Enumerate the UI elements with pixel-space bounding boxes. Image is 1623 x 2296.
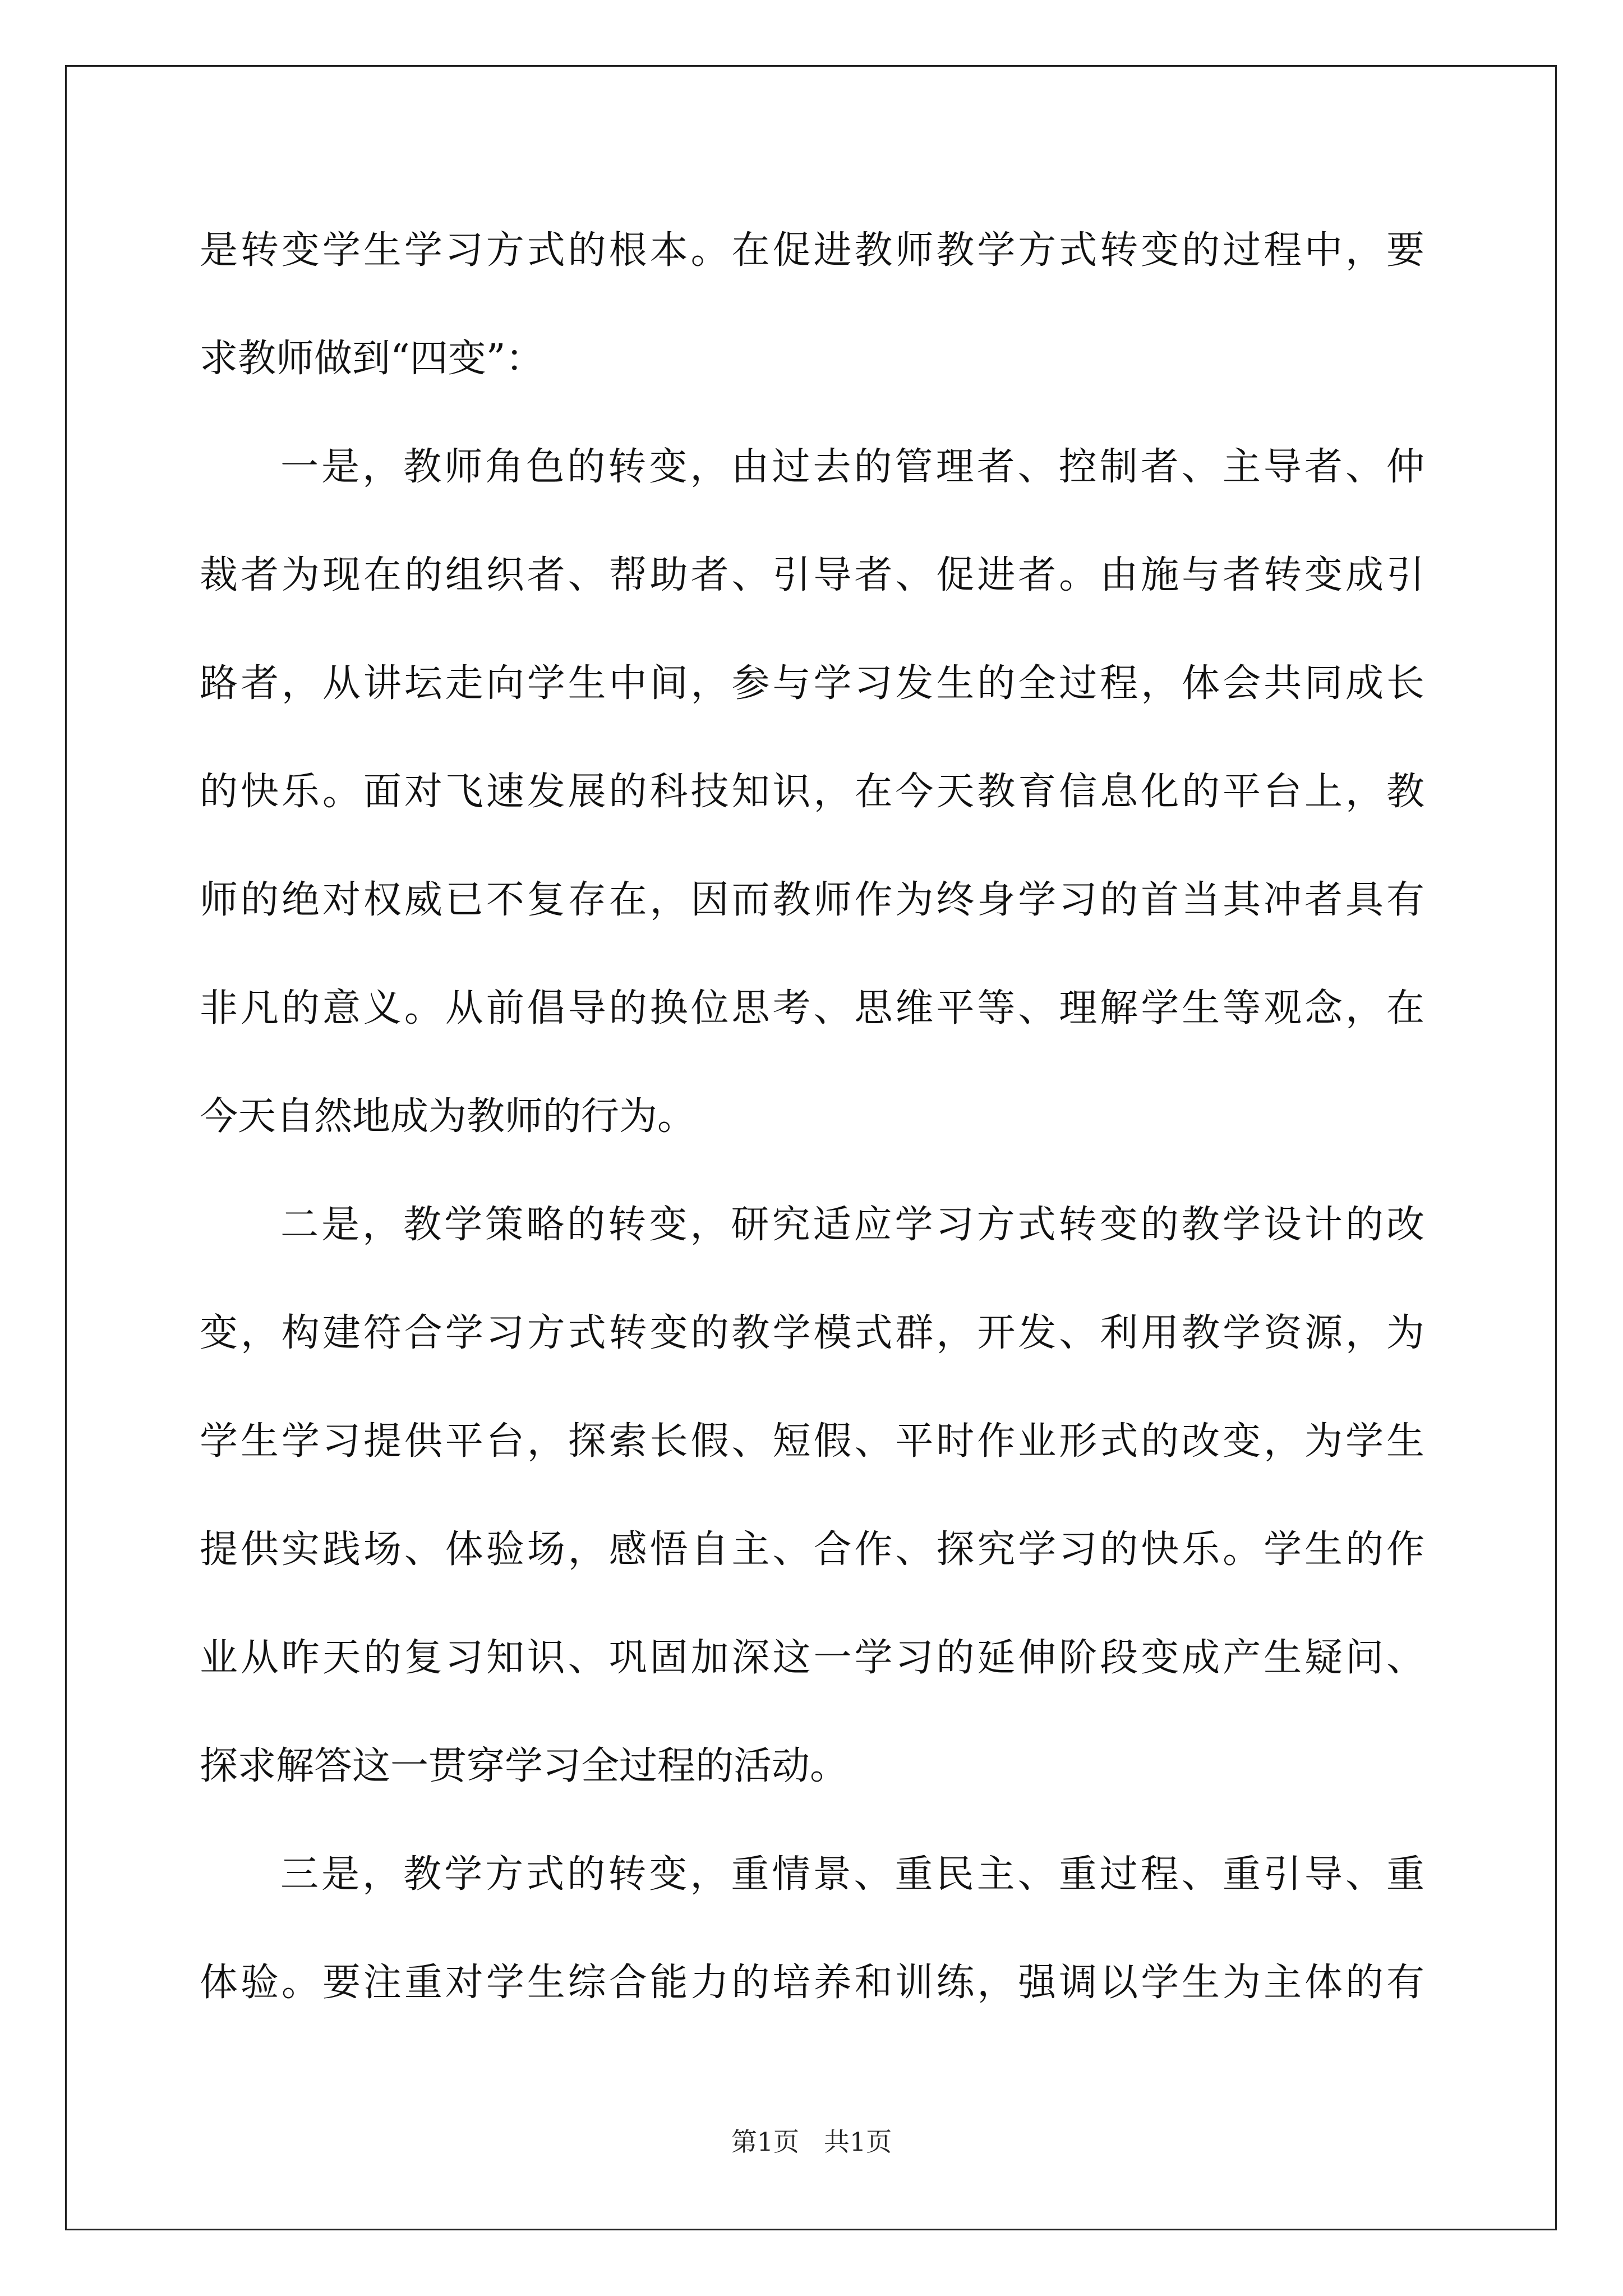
text-line: 裁者为现在的组织者、帮助者、引导者、促进者。由施与者转变成引 [200,553,1424,597]
footer-spacer [799,2127,824,2157]
page-total: 共1页 [823,2127,892,2157]
text-line: 变，构建符合学习方式转变的教学模式群，开发、利用教学资源，为 [200,1311,1424,1355]
text-line: 体验。要注重对学生综合能力的培养和训练，强调以学生为主体的有 [200,1961,1424,2005]
paragraph-first-line: 三是，教学方式的转变，重情景、重民主、重过程、重引导、重 [280,1852,1424,1897]
paragraph-first-line: 二是，教学策略的转变，研究适应学习方式转变的教学设计的改 [280,1203,1424,1247]
text-line: 探求解答这一贯穿学习全过程的活动。 [200,1744,849,1788]
paragraph-first-line: 一是，教师角色的转变，由过去的管理者、控制者、主导者、仲 [280,445,1424,489]
text-line: 学生学习提供平台，探索长假、短假、平时作业形式的改变，为学生 [200,1419,1424,1464]
page-footer [0,2125,1623,2159]
text-line: 非凡的意义。从前倡导的换位思考、思维平等、理解学生等观念，在 [200,986,1424,1030]
text-line: 路者，从讲坛走向学生中间，参与学习发生的全过程，体会共同成长 [200,661,1424,706]
text-line: 师的绝对权威已不复存在，因而教师作为终身学习的首当其冲者具有 [200,878,1424,922]
text-line: 的快乐。面对飞速发展的科技知识，在今天教育信息化的平台上，教 [200,770,1424,814]
text-line: 提供实践场、体验场，感悟自主、合作、探究学习的快乐。学生的作 [200,1527,1424,1572]
text-line: 求教师做到“四变”： [200,337,544,381]
page-number: 第1页 [731,2127,800,2157]
text-line: 是转变学生学习方式的根本。在促进教师教学方式转变的过程中，要 [200,228,1424,273]
page-border [65,65,1557,2230]
text-line: 今天自然地成为教师的行为。 [200,1094,696,1139]
text-line: 业从昨天的复习知识、巩固加深这一学习的延伸阶段变成产生疑问、 [200,1636,1424,1680]
